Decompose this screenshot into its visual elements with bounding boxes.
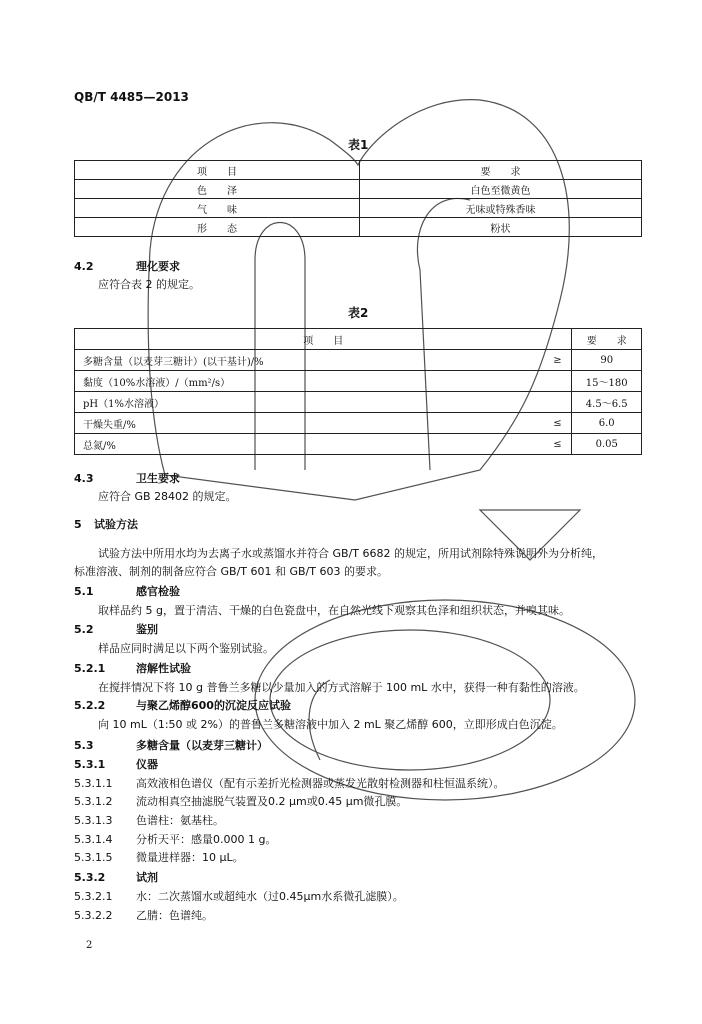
item-number: 5.3.1.3 (74, 814, 113, 827)
section-title: 感官检验 (136, 585, 180, 598)
table-row (75, 180, 642, 199)
table-cell: ≥ (543, 350, 572, 371)
item-text: 流动相真空抽滤脱气装置及0.2 μm或0.45 μm微孔膜。 (136, 795, 408, 808)
list-item (74, 812, 224, 828)
table2-header-item: 项 目 (75, 329, 572, 350)
table-row (75, 434, 642, 455)
table-cell: 色 泽 (75, 180, 360, 199)
table2 (74, 328, 642, 455)
section-title: 试验方法 (94, 518, 138, 531)
section-title: 鉴别 (136, 623, 158, 636)
table-row (75, 371, 642, 392)
table-row (75, 413, 642, 434)
table-row (75, 218, 642, 237)
table-row (75, 161, 642, 180)
section-number: 5 (74, 518, 82, 531)
list-item (74, 849, 244, 865)
section-5-3-2 (74, 869, 158, 885)
item-number: 5.3.1.4 (74, 833, 113, 846)
section-5-2-text: 样品应同时满足以下两个鉴别试验。 (98, 642, 274, 655)
section-5-2-2 (74, 697, 291, 713)
table-cell: 90 (572, 350, 642, 371)
table-cell: 多糖含量（以麦芽三糖计）(以干基计)/% (75, 350, 544, 371)
table-row (75, 350, 642, 371)
list-item (74, 775, 505, 791)
table-cell: 白色至微黄色 (360, 180, 642, 199)
table2-caption: 表2 (348, 306, 369, 320)
section-number: 5.3.1 (74, 758, 106, 771)
section-title: 仪器 (136, 758, 158, 771)
list-item (74, 831, 276, 847)
table-cell: 黏度（10%水溶液）/（mm²/s） (75, 371, 544, 392)
item-number: 5.3.2.2 (74, 909, 113, 922)
section-number: 5.2.2 (74, 699, 106, 712)
section-title: 溶解性试验 (136, 662, 191, 675)
table-cell: 6.0 (572, 413, 642, 434)
table-cell: pH（1%水溶液） (75, 392, 544, 413)
section-title: 试剂 (136, 871, 158, 884)
table1-header-item: 项 目 (75, 161, 360, 180)
standard-header: QB/T 4485—2013 (74, 90, 189, 104)
section-5-3 (74, 737, 268, 753)
table-cell: 总氮/% (75, 434, 544, 455)
section-5-intro-line1: 试验方法中所用水均为去离子水或蒸馏水并符合 GB/T 6682 的规定，所用试剂除特殊说明外为分析纯， (98, 547, 603, 560)
table-cell: 0.05 (572, 434, 642, 455)
table-cell: 气 味 (75, 199, 360, 218)
table-row (75, 329, 642, 350)
table-cell (543, 371, 572, 392)
table-cell: ≤ (543, 434, 572, 455)
table1 (74, 160, 642, 237)
page-number: 2 (86, 940, 93, 951)
section-5-1-text: 取样品约 5 g，置于清洁、干燥的白色瓷盘中，在自然光线下观察其色泽和组织状态，并嗅其味。 (98, 604, 570, 617)
section-5-intro-line2: 标准溶液、制剂的制备应符合 GB/T 601 和 GB/T 603 的要求。 (74, 565, 388, 578)
item-text: 色谱柱：氨基柱。 (136, 814, 224, 827)
item-text: 水：二次蒸馏水或超纯水（过0.45μm水系微孔滤膜）。 (136, 890, 404, 903)
item-text: 微量进样器：10 μL。 (136, 851, 244, 864)
section-number: 5.1 (74, 585, 94, 598)
section-5-2 (74, 621, 158, 637)
table-cell: 干燥失重/% (75, 413, 544, 434)
section-title: 与聚乙烯醇600的沉淀反应试验 (136, 699, 291, 712)
section-number: 4.2 (74, 260, 94, 273)
table1-caption: 表1 (348, 138, 369, 152)
item-number: 5.3.1.5 (74, 851, 113, 864)
section-number: 5.3.2 (74, 871, 106, 884)
table-cell: 粉状 (360, 218, 642, 237)
section-number: 5.2.1 (74, 662, 106, 675)
table-row (75, 199, 642, 218)
section-title: 多糖含量（以麦芽三糖计） (136, 739, 268, 752)
table-cell: 4.5～6.5 (572, 392, 642, 413)
table-cell: 形 态 (75, 218, 360, 237)
table-cell (543, 392, 572, 413)
item-text: 乙腈：色谱纯。 (136, 909, 213, 922)
table-cell: 无味或特殊香味 (360, 199, 642, 218)
section-number: 4.3 (74, 472, 94, 485)
item-number: 5.3.2.1 (74, 890, 113, 903)
section-4-3-text: 应符合 GB 28402 的规定。 (98, 490, 237, 503)
item-number: 5.3.1.2 (74, 795, 113, 808)
section-number: 5.2 (74, 623, 94, 636)
section-4-2 (74, 258, 180, 274)
table-cell: 15～180 (572, 371, 642, 392)
table-cell: ≤ (543, 413, 572, 434)
section-5-2-2-text: 向 10 mL（1:50 或 2%）的普鲁兰多糖溶液中加入 2 mL 聚乙烯醇 600，立即形成白色沉淀。 (98, 718, 563, 731)
section-5-2-1 (74, 660, 191, 676)
table2-header-req: 要 求 (572, 329, 642, 350)
section-number: 5.3 (74, 739, 94, 752)
list-item (74, 907, 213, 923)
section-title: 理化要求 (136, 260, 180, 273)
section-5-1 (74, 583, 180, 599)
section-5-2-1-text: 在搅拌情况下将 10 g 普鲁兰多糖以少量加入的方式溶解于 100 mL 水中，获得一种有黏性的溶液。 (98, 681, 585, 694)
list-item (74, 888, 404, 904)
item-text: 分析天平：感量0.000 1 g。 (136, 833, 277, 846)
table1-header-req: 要 求 (360, 161, 642, 180)
item-text: 高效液相色谱仪（配有示差折光检测器或蒸发光散射检测器和柱恒温系统）。 (136, 777, 505, 790)
section-4-2-text: 应符合表 2 的规定。 (98, 278, 200, 291)
section-5-3-1 (74, 756, 158, 772)
section-5 (74, 516, 138, 532)
section-title: 卫生要求 (136, 472, 180, 485)
table-row (75, 392, 642, 413)
list-item (74, 793, 407, 809)
section-4-3 (74, 470, 180, 486)
item-number: 5.3.1.1 (74, 777, 113, 790)
